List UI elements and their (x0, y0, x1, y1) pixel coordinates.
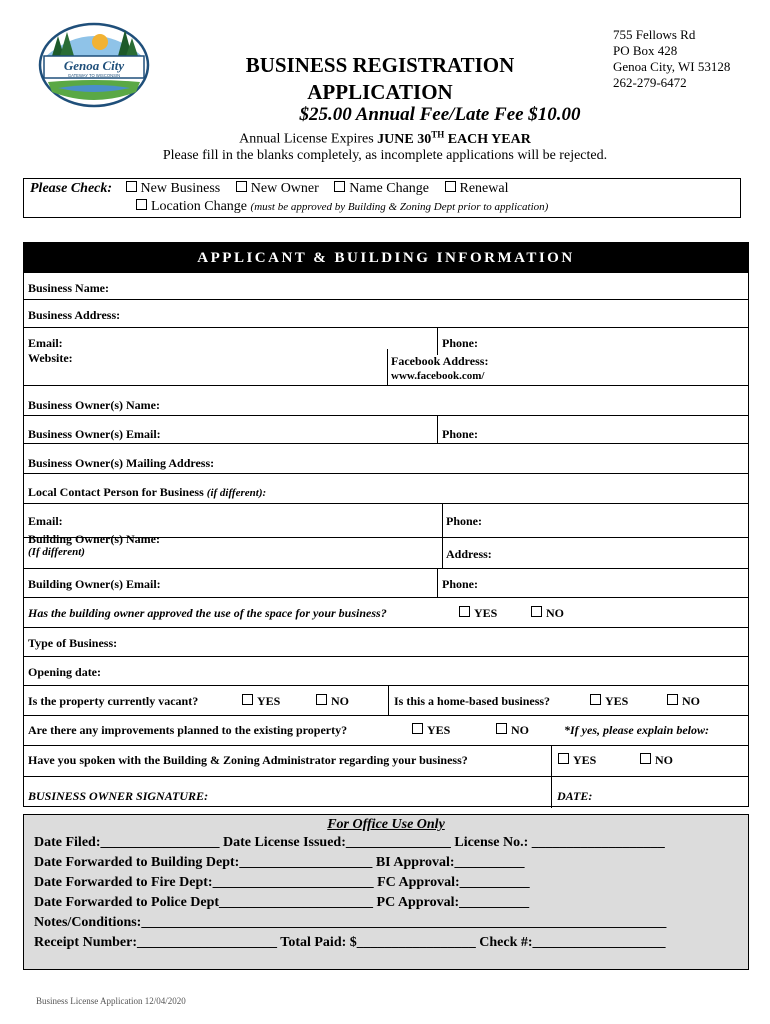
checkbox-icon[interactable] (412, 723, 423, 734)
business-address-field[interactable]: Business Address: (28, 308, 121, 322)
applicant-building-form (23, 242, 749, 807)
vacant-yes-option[interactable]: YES (242, 694, 280, 709)
website-field[interactable]: Website: (28, 351, 73, 365)
zoning-no-option[interactable]: NO (640, 753, 673, 768)
checkbox-icon[interactable] (667, 694, 678, 705)
genoa-city-logo (38, 22, 150, 108)
owner-phone-field[interactable]: Phone: (442, 427, 478, 441)
home-based-question: Is this a home-based business? (394, 694, 551, 708)
checkbox-icon[interactable] (126, 181, 137, 192)
logo-subtext: GATEWAY TO WISCONSIN (67, 73, 121, 78)
approved-yes-option[interactable]: YES (459, 606, 497, 621)
checkbox-icon[interactable] (136, 199, 147, 210)
facebook-address-field[interactable]: Facebook Address: (391, 354, 489, 368)
option-renewal[interactable]: Renewal (445, 181, 509, 196)
instructions: Please fill in the blanks completely, as incomplete applications will be rejected. (162, 148, 608, 163)
local-contact-field[interactable]: Local Contact Person for Business (if different): (28, 485, 267, 499)
fee-line: $25.00 Annual Fee/Late Fee $10.00 (299, 104, 581, 125)
expiration-line: Annual License Expires JUNE 30TH EACH YEAR (239, 129, 531, 147)
office-line-receipt: Receipt Number:____________________ Total Paid: $_________________ Check #:___________________ (34, 935, 666, 950)
please-check-label: Please Check: (30, 181, 113, 196)
zoning-question: Have you spoken with the Building & Zoning Administrator regarding your business? (28, 753, 468, 767)
improvements-question: Are there any improvements planned to the existing property? (28, 723, 348, 737)
building-owner-email-field[interactable]: Building Owner(s) Email: (28, 577, 161, 591)
checkbox-icon[interactable] (531, 606, 542, 617)
home-based-no-option[interactable]: NO (667, 694, 700, 709)
checkbox-icon[interactable] (640, 753, 651, 764)
business-name-field[interactable]: Business Name: (28, 281, 110, 295)
office-line-fire: Date Forwarded to Fire Dept:_______________________ FC Approval:__________ (34, 875, 530, 890)
owner-mailing-address-field[interactable]: Business Owner(s) Mailing Address: (28, 456, 215, 470)
checkbox-icon[interactable] (590, 694, 601, 705)
office-use-box (23, 814, 749, 970)
owner-approved-question: Has the building owner approved the use of the space for your business? (28, 606, 387, 620)
checkbox-icon[interactable] (496, 723, 507, 734)
checkbox-icon[interactable] (459, 606, 470, 617)
option-name-change[interactable]: Name Change (334, 181, 429, 196)
application-type-box (23, 178, 741, 218)
option-location-change[interactable]: Location Change (136, 199, 247, 214)
checkbox-icon[interactable] (316, 694, 327, 705)
checkbox-icon[interactable] (445, 181, 456, 192)
owner-signature-field[interactable]: BUSINESS OWNER SIGNATURE: (28, 789, 209, 803)
option-new-business[interactable]: New Business (126, 181, 221, 196)
vacant-no-option[interactable]: NO (316, 694, 349, 709)
improvements-no-option[interactable]: NO (496, 723, 529, 738)
approved-no-option[interactable]: NO (531, 606, 564, 621)
building-owner-note: (If different) (28, 546, 85, 558)
checkbox-icon[interactable] (334, 181, 345, 192)
signature-date-field[interactable]: DATE: (557, 789, 593, 803)
building-owner-name-field[interactable]: Building Owner(s) Name: (28, 532, 160, 546)
improvements-note: *If yes, please explain below: (564, 723, 709, 737)
office-line-notes: Notes/Conditions:___________________________________________________________________________ (34, 915, 667, 930)
office-address: 755 Fellows Rd PO Box 428 Genoa City, WI 53128 262-279-6472 (613, 27, 731, 90)
footer: Business License Application 12/04/2020 (36, 996, 186, 1006)
contact-phone-field[interactable]: Phone: (446, 514, 482, 528)
section-title: APPLICANT & BUILDING INFORMATION (24, 243, 748, 273)
logo-text: Genoa City (63, 58, 125, 73)
building-owner-phone-field[interactable]: Phone: (442, 577, 478, 591)
email-field[interactable]: Email: (28, 336, 63, 350)
type-of-business-field[interactable]: Type of Business: (28, 636, 118, 650)
building-owner-address-field[interactable]: Address: (446, 547, 492, 561)
home-based-yes-option[interactable]: YES (590, 694, 628, 709)
owner-name-field[interactable]: Business Owner(s) Name: (28, 398, 160, 412)
checkbox-icon[interactable] (558, 753, 569, 764)
facebook-url-prefix: www.facebook.com/ (391, 370, 485, 382)
office-use-heading: For Office Use Only (327, 817, 445, 832)
office-line-police: Date Forwarded to Police Dept______________________ PC Approval:__________ (34, 895, 530, 910)
option-new-owner[interactable]: New Owner (236, 181, 319, 196)
vacant-question: Is the property currently vacant? (28, 694, 199, 708)
contact-email-field[interactable]: Email: (28, 514, 63, 528)
checkbox-icon[interactable] (236, 181, 247, 192)
owner-email-field[interactable]: Business Owner(s) Email: (28, 427, 161, 441)
checkbox-icon[interactable] (242, 694, 253, 705)
location-change-note: (must be approved by Building & Zoning Dept prior to application) (250, 201, 549, 213)
zoning-yes-option[interactable]: YES (558, 753, 596, 768)
opening-date-field[interactable]: Opening date: (28, 665, 102, 679)
page-title: BUSINESS REGISTRATION APPLICATION (245, 53, 515, 104)
office-line-date-filed: Date Filed:_________________ Date License Issued:_______________ License No.: ___________________ (34, 835, 665, 850)
improvements-yes-option[interactable]: YES (412, 723, 450, 738)
phone-field[interactable]: Phone: (442, 336, 478, 350)
office-line-building: Date Forwarded to Building Dept:___________________ BI Approval:__________ (34, 855, 525, 870)
